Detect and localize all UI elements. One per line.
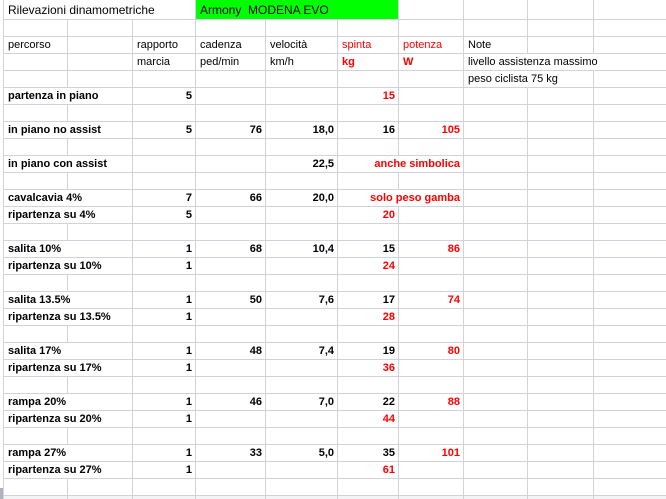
cell-empty[interactable] — [399, 71, 464, 87]
table-row-blank — [4, 105, 666, 122]
cell-empty[interactable] — [266, 139, 338, 155]
cell-empty[interactable] — [399, 139, 464, 155]
cell-label[interactable]: salita 17% — [4, 343, 133, 359]
cell-potenza[interactable]: 86 — [399, 241, 464, 257]
cell-empty[interactable] — [594, 173, 666, 189]
cell-empty[interactable] — [594, 377, 666, 393]
cell-empty[interactable] — [464, 20, 528, 36]
header-spinta[interactable]: spinta — [338, 37, 399, 53]
cell-empty[interactable] — [196, 326, 266, 342]
cell-empty[interactable] — [4, 54, 68, 70]
cell-empty[interactable] — [266, 173, 338, 189]
cell-empty[interactable] — [68, 173, 133, 189]
cell-empty[interactable] — [196, 173, 266, 189]
cell-empty[interactable] — [464, 156, 528, 172]
cell-empty[interactable] — [399, 173, 464, 189]
cell-empty[interactable] — [528, 462, 594, 478]
cell-empty[interactable] — [133, 173, 196, 189]
cell-rapporto[interactable]: 1 — [133, 292, 196, 308]
cell-rapporto[interactable]: 1 — [133, 445, 196, 461]
cell-rapporto[interactable]: 1 — [133, 241, 196, 257]
cell-empty[interactable] — [464, 394, 528, 410]
table-row — [4, 292, 666, 309]
table-row-blank — [4, 428, 666, 445]
cell-velocita[interactable]: 22,5 — [266, 156, 338, 172]
cell-empty[interactable] — [594, 139, 666, 155]
cell-empty[interactable] — [464, 275, 528, 291]
table-row-blank — [4, 173, 666, 190]
cell-cadenza[interactable]: 76 — [196, 122, 266, 138]
cell-empty[interactable] — [68, 54, 133, 70]
cell-empty[interactable] — [338, 71, 399, 87]
cell-empty[interactable] — [464, 462, 528, 478]
cell-empty[interactable] — [338, 428, 399, 444]
cell-empty[interactable] — [68, 20, 133, 36]
cell-empty[interactable] — [528, 224, 594, 240]
cell-empty[interactable] — [464, 224, 528, 240]
cell-empty[interactable] — [594, 224, 666, 240]
header-ped-min[interactable]: ped/min — [196, 54, 266, 70]
cell-empty[interactable] — [528, 428, 594, 444]
cell-empty[interactable] — [528, 105, 594, 121]
cell-empty[interactable] — [196, 377, 266, 393]
cell-spinta[interactable]: 19 — [338, 343, 399, 359]
spreadsheet — [3, 0, 666, 499]
cell-empty[interactable] — [464, 326, 528, 342]
cell-empty[interactable] — [338, 224, 399, 240]
product-name-cell[interactable]: Armony MODENA EVO — [196, 0, 399, 19]
cell-potenza[interactable]: 101 — [399, 445, 464, 461]
cell-empty[interactable] — [196, 479, 266, 495]
cell-spinta[interactable]: 22 — [338, 394, 399, 410]
cell-potenza[interactable] — [399, 207, 464, 223]
cell-empty[interactable] — [594, 360, 666, 376]
cell-empty[interactable] — [594, 258, 666, 274]
cell-empty[interactable] — [133, 139, 196, 155]
cell-label[interactable]: ripartenza su 17% — [4, 360, 133, 376]
cell-empty[interactable] — [4, 428, 68, 444]
cell-potenza[interactable] — [399, 309, 464, 325]
cell-empty[interactable] — [338, 479, 399, 495]
cell-empty[interactable] — [68, 479, 133, 495]
table-row — [4, 445, 666, 462]
header-marcia[interactable]: marcia — [133, 54, 196, 70]
cell-empty[interactable] — [528, 156, 594, 172]
cell-empty[interactable] — [528, 445, 594, 461]
cell-potenza[interactable]: 80 — [399, 343, 464, 359]
cell-empty[interactable] — [464, 479, 528, 495]
cell-empty[interactable] — [266, 377, 338, 393]
cell-empty[interactable] — [464, 360, 528, 376]
header-potenza[interactable]: potenza — [399, 37, 464, 53]
header-row-3 — [4, 71, 666, 88]
cell-empty[interactable] — [464, 309, 528, 325]
cell-empty[interactable] — [528, 37, 594, 53]
cell-empty[interactable] — [266, 428, 338, 444]
cell-cadenza[interactable] — [196, 309, 266, 325]
cell-velocita[interactable]: 20,0 — [266, 190, 338, 206]
cell-empty[interactable] — [594, 71, 666, 87]
cell-empty[interactable] — [68, 37, 133, 53]
cell-cadenza[interactable] — [196, 207, 266, 223]
cell-empty[interactable] — [528, 479, 594, 495]
cell-empty[interactable] — [464, 88, 528, 104]
cell-rapporto[interactable]: 1 — [133, 462, 196, 478]
table-row — [4, 122, 666, 139]
cell-empty[interactable] — [528, 20, 594, 36]
cell-cadenza[interactable] — [196, 411, 266, 427]
cell-empty[interactable] — [464, 377, 528, 393]
cell-empty[interactable] — [4, 71, 68, 87]
cell-empty[interactable] — [266, 326, 338, 342]
cell-rapporto[interactable]: 1 — [133, 309, 196, 325]
cell-empty[interactable] — [464, 190, 528, 206]
cell-empty[interactable] — [464, 0, 528, 19]
cell-empty[interactable] — [4, 224, 68, 240]
cell-empty[interactable] — [594, 122, 666, 138]
cell-empty[interactable] — [266, 224, 338, 240]
table-row — [4, 207, 666, 224]
cell-spinta[interactable]: 15 — [338, 88, 399, 104]
cell-velocita[interactable] — [266, 360, 338, 376]
cell-empty[interactable] — [464, 105, 528, 121]
cell-label[interactable]: ripartenza su 4% — [4, 207, 133, 223]
cell-empty[interactable] — [196, 20, 266, 36]
cell-velocita[interactable]: 18,0 — [266, 122, 338, 138]
cell-empty[interactable] — [68, 71, 133, 87]
table-row-blank — [4, 479, 666, 496]
cell-empty[interactable] — [528, 122, 594, 138]
cell-empty[interactable] — [399, 275, 464, 291]
cell-empty[interactable] — [594, 292, 666, 308]
cell-potenza[interactable]: 74 — [399, 292, 464, 308]
cell-spinta[interactable]: 61 — [338, 462, 399, 478]
cell-potenza[interactable] — [399, 411, 464, 427]
cell-velocita[interactable] — [266, 411, 338, 427]
cell-empty[interactable] — [594, 343, 666, 359]
cell-empty[interactable] — [399, 377, 464, 393]
cell-cadenza[interactable] — [196, 258, 266, 274]
cell-empty[interactable] — [4, 377, 68, 393]
cell-label[interactable]: in piano con assist — [4, 156, 133, 172]
cell-rapporto[interactable]: 7 — [133, 190, 196, 206]
cell-empty[interactable] — [594, 428, 666, 444]
cell-spinta[interactable]: 35 — [338, 445, 399, 461]
cell-empty[interactable] — [528, 377, 594, 393]
cell-empty[interactable] — [133, 20, 196, 36]
cell-empty[interactable] — [338, 377, 399, 393]
cell-spinta[interactable]: 17 — [338, 292, 399, 308]
cell-empty[interactable] — [266, 275, 338, 291]
cell-empty[interactable] — [528, 411, 594, 427]
cell-cadenza[interactable] — [196, 462, 266, 478]
cell-empty[interactable] — [338, 139, 399, 155]
cell-empty[interactable] — [338, 173, 399, 189]
cell-empty[interactable] — [399, 20, 464, 36]
cell-spinta[interactable]: 36 — [338, 360, 399, 376]
table-row-blank — [4, 224, 666, 241]
cell-empty[interactable] — [594, 0, 666, 19]
cell-empty[interactable] — [594, 394, 666, 410]
cell-rapporto[interactable]: 1 — [133, 394, 196, 410]
header-w[interactable]: W — [399, 54, 464, 70]
cell-empty[interactable] — [528, 394, 594, 410]
cell-empty[interactable] — [338, 326, 399, 342]
cell-empty[interactable] — [464, 445, 528, 461]
table-row-blank — [4, 139, 666, 156]
cell-empty[interactable] — [133, 105, 196, 121]
cell-cadenza[interactable]: 33 — [196, 445, 266, 461]
cell-label[interactable]: ripartenza su 20% — [4, 411, 133, 427]
cell-rapporto[interactable]: 5 — [133, 88, 196, 104]
cell-label[interactable]: ripartenza su 10% — [4, 258, 133, 274]
cell-velocita[interactable]: 7,6 — [266, 292, 338, 308]
cell-empty[interactable] — [594, 88, 666, 104]
cell-empty[interactable] — [4, 20, 68, 36]
cell-potenza[interactable] — [399, 360, 464, 376]
cell-empty[interactable] — [68, 224, 133, 240]
cell-potenza[interactable]: 88 — [399, 394, 464, 410]
cell-cadenza[interactable]: 50 — [196, 292, 266, 308]
cell-rapporto[interactable]: 1 — [133, 411, 196, 427]
cell-velocita[interactable] — [266, 309, 338, 325]
cell-empty[interactable] — [399, 326, 464, 342]
cell-empty[interactable] — [266, 71, 338, 87]
table-row — [4, 88, 666, 105]
cell-note[interactable]: solo peso gamba — [338, 190, 464, 206]
cell-spinta[interactable]: 44 — [338, 411, 399, 427]
cell-empty[interactable] — [4, 326, 68, 342]
cell-empty[interactable] — [594, 190, 666, 206]
cell-empty[interactable] — [68, 139, 133, 155]
cell-empty[interactable] — [68, 428, 133, 444]
cell-empty[interactable] — [338, 20, 399, 36]
cell-label[interactable]: rampa 20% — [4, 394, 133, 410]
cell-empty[interactable] — [594, 105, 666, 121]
cell-spinta[interactable]: 16 — [338, 122, 399, 138]
table-row — [4, 258, 666, 275]
cell-empty[interactable] — [464, 122, 528, 138]
cell-empty[interactable] — [196, 71, 266, 87]
cell-label[interactable]: partenza in piano — [4, 88, 133, 104]
cell-empty[interactable] — [399, 0, 464, 19]
cell-potenza[interactable] — [399, 258, 464, 274]
table-row — [4, 411, 666, 428]
cell-empty[interactable] — [464, 207, 528, 223]
cell-empty[interactable] — [594, 20, 666, 36]
header-kmh[interactable]: km/h — [266, 54, 338, 70]
table-row — [4, 343, 666, 360]
cell-empty[interactable] — [68, 105, 133, 121]
cell-rapporto[interactable]: 1 — [133, 360, 196, 376]
table-row-blank — [4, 326, 666, 343]
cell-empty[interactable] — [528, 190, 594, 206]
cell-empty[interactable] — [594, 241, 666, 257]
cell-empty[interactable] — [594, 37, 666, 53]
cell-empty[interactable] — [399, 105, 464, 121]
window-corner-fragment — [0, 488, 3, 499]
cell-spinta[interactable]: 20 — [338, 207, 399, 223]
cell-potenza[interactable] — [399, 88, 464, 104]
cell-empty[interactable] — [464, 411, 528, 427]
cell-spinta[interactable]: 15 — [338, 241, 399, 257]
cell-label[interactable]: salita 13.5% — [4, 292, 133, 308]
cell-empty[interactable] — [528, 258, 594, 274]
cell-empty[interactable] — [528, 207, 594, 223]
cell-cadenza[interactable]: 66 — [196, 190, 266, 206]
cell-empty[interactable] — [133, 71, 196, 87]
cell-empty[interactable] — [133, 275, 196, 291]
cell-label[interactable]: ripartenza su 13.5% — [4, 309, 133, 325]
cell-empty[interactable] — [196, 428, 266, 444]
cell-empty[interactable] — [594, 462, 666, 478]
cell-velocita[interactable]: 10,4 — [266, 241, 338, 257]
table-row — [4, 156, 666, 173]
cell-empty[interactable] — [133, 326, 196, 342]
cell-velocita[interactable]: 5,0 — [266, 445, 338, 461]
cell-label[interactable]: salita 10% — [4, 241, 133, 257]
cell-rapporto[interactable]: 5 — [133, 122, 196, 138]
cell-velocita[interactable] — [266, 462, 338, 478]
cell-empty[interactable] — [594, 326, 666, 342]
cell-velocita[interactable] — [266, 207, 338, 223]
cell-empty[interactable] — [528, 309, 594, 325]
table-row — [4, 394, 666, 411]
cell-empty[interactable] — [196, 275, 266, 291]
cell-empty[interactable] — [68, 377, 133, 393]
cell-cadenza[interactable]: 48 — [196, 343, 266, 359]
cell-empty[interactable] — [68, 326, 133, 342]
cell-cadenza[interactable] — [196, 360, 266, 376]
cell-empty[interactable] — [338, 105, 399, 121]
cell-velocita[interactable] — [266, 258, 338, 274]
sheet-title-cell[interactable]: Rilevazioni dinamometriche — [4, 0, 196, 19]
table-row-blank — [4, 377, 666, 394]
cell-empty[interactable] — [464, 139, 528, 155]
table-row — [4, 462, 666, 479]
cell-empty[interactable] — [266, 20, 338, 36]
cell-empty[interactable] — [528, 292, 594, 308]
cell-note[interactable]: anche simbolica — [338, 156, 464, 172]
cell-empty[interactable] — [594, 156, 666, 172]
cell-empty[interactable] — [594, 479, 666, 495]
cell-empty[interactable] — [266, 105, 338, 121]
cell-empty[interactable] — [133, 224, 196, 240]
cell-empty[interactable] — [594, 411, 666, 427]
cell-empty[interactable] — [594, 445, 666, 461]
cell-potenza[interactable] — [399, 462, 464, 478]
cell-spinta[interactable]: 28 — [338, 309, 399, 325]
cell-empty[interactable] — [399, 428, 464, 444]
cell-empty[interactable] — [528, 173, 594, 189]
cell-rapporto[interactable]: 1 — [133, 258, 196, 274]
cell-empty[interactable] — [528, 326, 594, 342]
cell-empty[interactable] — [196, 105, 266, 121]
cell-empty[interactable] — [399, 224, 464, 240]
cell-empty[interactable] — [464, 258, 528, 274]
cell-empty[interactable] — [464, 428, 528, 444]
header-row-2 — [4, 54, 666, 71]
cell-velocita[interactable]: 7,4 — [266, 343, 338, 359]
cell-label[interactable]: rampa 27% — [4, 445, 133, 461]
header-row-1 — [4, 37, 666, 54]
cell-label[interactable]: cavalcavia 4% — [4, 190, 133, 206]
cell-empty[interactable] — [338, 275, 399, 291]
cell-velocita[interactable] — [266, 88, 338, 104]
cell-empty[interactable] — [133, 479, 196, 495]
cell-empty[interactable] — [528, 88, 594, 104]
cell-rapporto[interactable]: 5 — [133, 207, 196, 223]
cell-spinta[interactable]: 24 — [338, 258, 399, 274]
cell-empty[interactable] — [594, 309, 666, 325]
cell-empty[interactable] — [528, 0, 594, 19]
cell-empty[interactable] — [4, 173, 68, 189]
header-note[interactable]: Note — [464, 37, 528, 53]
cell-potenza[interactable]: 105 — [399, 122, 464, 138]
cell-empty[interactable] — [464, 241, 528, 257]
cell-empty[interactable] — [594, 207, 666, 223]
cell-cadenza[interactable]: 68 — [196, 241, 266, 257]
cell-empty[interactable] — [464, 343, 528, 359]
cell-empty[interactable] — [133, 428, 196, 444]
header-velocita[interactable]: velocità — [266, 37, 338, 53]
table-row — [4, 360, 666, 377]
cell-empty[interactable] — [266, 479, 338, 495]
header-percorso[interactable]: percorso — [4, 37, 68, 53]
cell-label[interactable]: in piano no assist — [4, 122, 133, 138]
cell-empty[interactable] — [4, 105, 68, 121]
cell-empty[interactable] — [528, 241, 594, 257]
table-row — [4, 241, 666, 258]
cell-empty[interactable] — [68, 275, 133, 291]
table-row — [4, 309, 666, 326]
cell-empty[interactable] — [528, 360, 594, 376]
cell-label[interactable]: ripartenza su 27% — [4, 462, 133, 478]
cell-rapporto[interactable] — [133, 156, 196, 172]
table-row-blank — [4, 275, 666, 292]
note-peso-ciclista[interactable]: peso ciclista 75 kg — [464, 71, 594, 87]
cell-empty[interactable] — [399, 479, 464, 495]
title-row — [4, 0, 666, 20]
cell-empty[interactable] — [528, 139, 594, 155]
cell-cadenza[interactable] — [196, 156, 266, 172]
cell-empty[interactable] — [4, 139, 68, 155]
table-row — [4, 190, 666, 207]
cell-empty[interactable] — [528, 275, 594, 291]
cell-empty[interactable] — [594, 275, 666, 291]
cell-empty[interactable] — [464, 292, 528, 308]
table-row-blank — [4, 20, 666, 37]
cell-empty[interactable] — [4, 275, 68, 291]
cell-empty[interactable] — [528, 343, 594, 359]
cell-velocita[interactable]: 7,0 — [266, 394, 338, 410]
header-kg[interactable]: kg — [338, 54, 399, 70]
cell-cadenza[interactable] — [196, 88, 266, 104]
cell-empty[interactable] — [464, 173, 528, 189]
cell-rapporto[interactable]: 1 — [133, 343, 196, 359]
cell-empty[interactable] — [4, 479, 68, 495]
header-cadenza[interactable]: cadenza — [196, 37, 266, 53]
cell-empty[interactable] — [133, 377, 196, 393]
cell-cadenza[interactable]: 46 — [196, 394, 266, 410]
cell-empty[interactable] — [196, 139, 266, 155]
header-rapporto[interactable]: rapporto — [133, 37, 196, 53]
note-assistenza[interactable]: livello assistenza massimo — [468, 56, 598, 68]
cell-empty[interactable] — [196, 224, 266, 240]
